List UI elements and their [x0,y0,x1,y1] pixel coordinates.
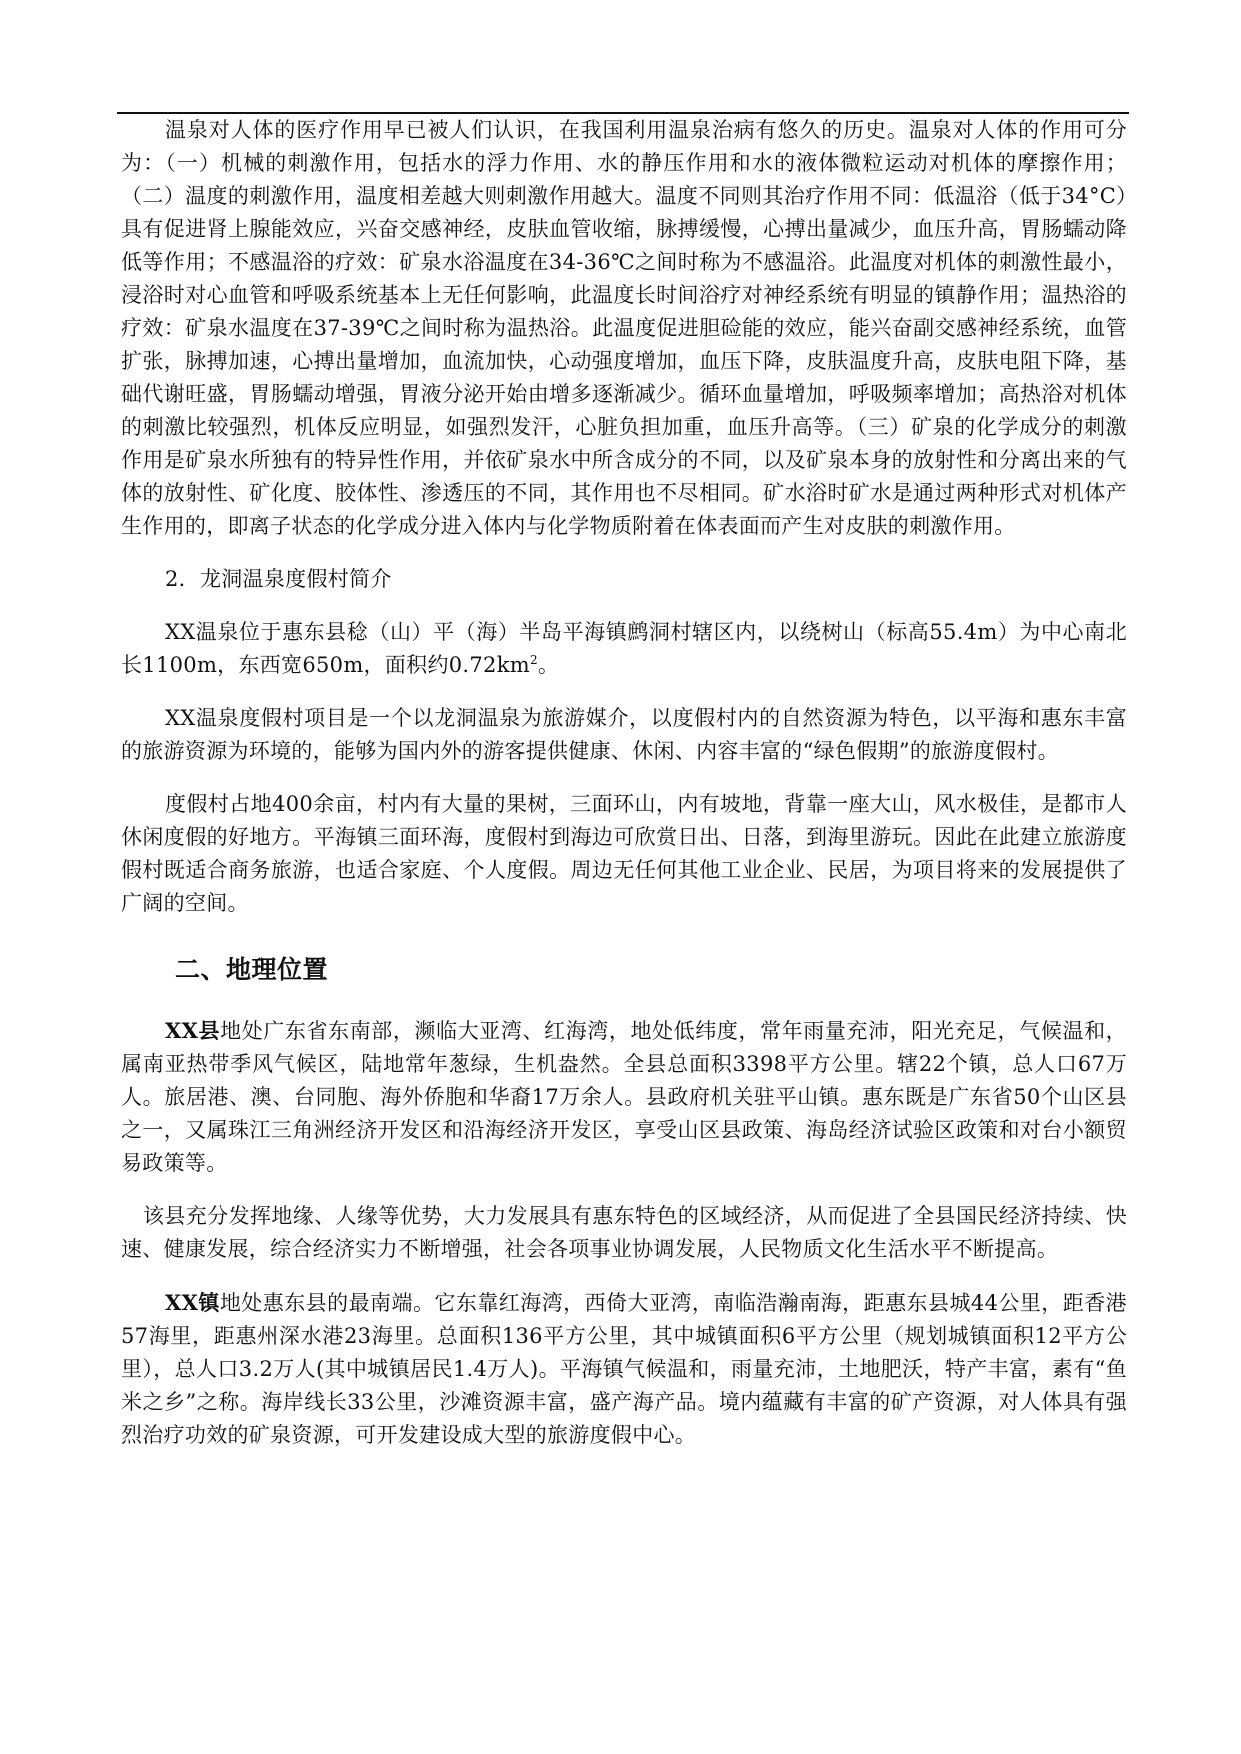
town-name: XX镇 [165,1290,220,1315]
location-text: XX温泉位于惠东县稔（山）平（海）半岛平海镇鹧洞村辖区内，以绕树山（标高55.4m）为中心南北长1100m，东西宽650m，面积约0.72km [121,620,1127,677]
town-text: 地处惠东县的最南端。它东靠红海湾，西倚大亚湾，南临浩瀚南海，距惠东县城44公里，距香港57海里，距惠州深水港23海里。总面积136平方公里，其中城镇面积6平方公里（规划城镇面积12平方公里），总人口3.2万人(其中城镇居民1.4万人)。平海镇气候温和，雨量充沛，土地肥沃，特产丰富，素有“鱼米之乡”之称。海岸线长33公里，沙滩资源丰富，盛产海产品。境内蕴藏有丰富的矿产资源，对人体具有强烈治疗功效的矿泉资源，可开发建设成大型的旅游度假中心。 [121,1291,1127,1447]
county-economy-paragraph: 该县充分发挥地缘、人缘等优势，大力发展具有惠东特色的区域经济，从而促进了全县国民经济持续、快速、健康发展，综合经济实力不断增强，社会各项事业协调发展，人民物质文化生活水平不断提高。 [121,1204,1127,1261]
county-text: 地处广东省东南部，濒临大亚湾、红海湾，地处低纬度，常年雨量充沛，阳光充足，气候温和，属南亚热带季风气候区，陆地常年葱绿，生机盎然。全县总面积3398平方公里。辖22个镇，总人口67万人。旅居港、澳、台同胞、海外侨胞和华裔17万余人。县政府机关驻平山镇。惠东既是广东省50个山区县之一，又属珠江三角洲经济开发区和沿海经济开发区，享受山区县政策、海岛经济试验区政策和对台小额贸易政策等。 [121,1019,1127,1175]
town-paragraph [121,1286,1127,1452]
resort-project-paragraph: XX温泉度假村项目是一个以龙洞温泉为旅游媒介，以度假村内的自然资源为特色，以平海和惠东丰富的旅游资源为环境的，能够为国内外的游客提供健康、休闲、内容丰富的“绿色假期”的旅游度假村。 [121,706,1127,763]
area-unit-superscript: 2 [529,653,538,667]
county-name: XX县 [165,1018,221,1043]
resort-land-paragraph: 度假村占地400余亩，村内有大量的果树，三面环山，内有坡地，背靠一座大山，风水极佳，是都市人休闲度假的好地方。平海镇三面环海，度假村到海边可欣赏日出、日落，到海里游玩。因此在此建立旅游度假村既适合商务旅游，也适合家庭、个人度假。周边无任何其他工业企业、民居，为项目将来的发展提供了广阔的空间。 [121,792,1127,915]
location-text-end: 。 [537,653,560,677]
section-heading-geography: 二、地理位置 [175,955,329,984]
document-body [121,114,1127,1452]
hot-spring-location-paragraph [121,616,1127,682]
resort-intro-subheading: 2．龙洞温泉度假村简介 [165,567,392,591]
county-paragraph [121,1014,1127,1180]
hot-spring-effects-paragraph: 温泉对人体的医疗作用早已被人们认识，在我国利用温泉治病有悠久的历史。温泉对人体的作用可分为：（一）机械的刺激作用，包括水的浮力作用、水的静压作用和水的液体微粒运动对机体的摩擦作用；（二）温度的刺激作用，温度相差越大则刺激作用越大。温度不同则其治疗作用不同：低温浴（低于34°C）具有促进肾上腺能效应，兴奋交感神经，皮肤血管收缩，脉搏缓慢，心搏出量减少，血压升高，胃肠蠕动降低等作用；不感温浴的疗效：矿泉水浴温度在34-36℃之间时称为不感温浴。此温度对机体的刺激性最小，浸浴时对心血管和呼吸系统基本上无任何影响，此温度长时间浴疗对神经系统有明显的镇静作用；温热浴的疗效：矿泉水温度在37-39℃之间时称为温热浴。此温度促进胆硷能的效应，能兴奋副交感神经系统，血管扩张，脉搏加速，心搏出量增加，血流加快，心动强度增加，血压下降，皮肤温度升高，皮肤电阻下降，基础代谢旺盛，胃肠蠕动增强，胃液分泌开始由增多逐渐减少。循环血量增加，呼吸频率增加；高热浴对机体的刺激比较强烈，机体反应明显，如强烈发汗，心脏负担加重，血压升高等。（三）矿泉的化学成分的刺激作用是矿泉水所独有的特异性作用，并依矿泉水中所含成分的不同，以及矿泉本身的放射性和分离出来的气体的放射性、矿化度、胶体性、渗透压的不同，其作用也不尽相同。矿水浴时矿水是通过两种形式对机体产生作用的，即离子状态的化学成分进入体内与化学物质附着在体表面而产生对皮肤的刺激作用。 [121,118,1127,538]
